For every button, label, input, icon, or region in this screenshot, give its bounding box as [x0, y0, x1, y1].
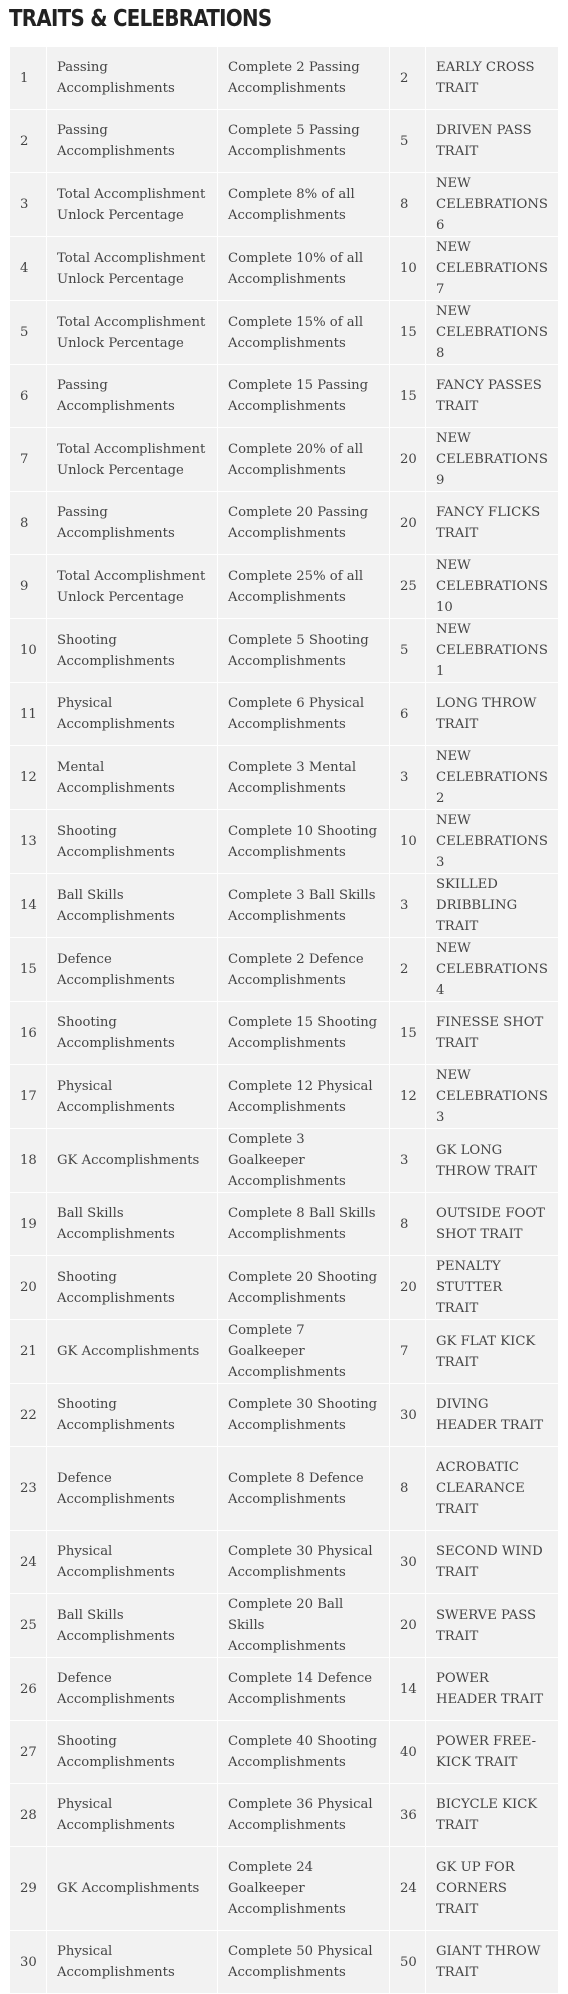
accomplishment-category: Total Accomplishment Unlock Percentage: [47, 428, 217, 491]
table-row: [10, 810, 558, 873]
accomplishment-task: Complete 24 Goalkeeper Accomplishments: [218, 1847, 389, 1930]
reward-name: NEW CELEBRATIONS 6: [426, 173, 558, 236]
required-count: 40: [390, 1721, 425, 1783]
accomplishment-category: Total Accomplishment Unlock Percentage: [47, 237, 217, 300]
row-number: 25: [10, 1594, 46, 1657]
reward-name: SKILLED DRIBBLING TRAIT: [426, 874, 558, 937]
required-count: 30: [390, 1384, 425, 1446]
table-row: [10, 301, 558, 364]
accomplishment-category: GK Accomplishments: [47, 1847, 217, 1930]
accomplishment-category: Shooting Accomplishments: [47, 619, 217, 682]
required-count: 5: [390, 619, 425, 682]
accomplishment-task: Complete 36 Physical Accomplishments: [218, 1784, 389, 1846]
accomplishment-task: Complete 20 Ball Skills Accomplishments: [218, 1594, 389, 1657]
required-count: 30: [390, 1531, 425, 1593]
reward-name: NEW CELEBRATIONS 2: [426, 746, 558, 809]
accomplishment-task: Complete 10 Shooting Accomplishments: [218, 810, 389, 873]
required-count: 20: [390, 428, 425, 491]
table-row: [10, 1594, 558, 1657]
accomplishment-task: Complete 25% of all Accomplishments: [218, 555, 389, 618]
table-row: [10, 173, 558, 236]
row-number: 4: [10, 237, 46, 300]
accomplishment-task: Complete 2 Defence Accomplishments: [218, 938, 389, 1001]
table-row: [10, 1531, 558, 1593]
table-row: [10, 1002, 558, 1064]
required-count: 3: [390, 1129, 425, 1192]
row-number: 23: [10, 1447, 46, 1530]
required-count: 12: [390, 1065, 425, 1128]
row-number: 19: [10, 1193, 46, 1255]
reward-name: NEW CELEBRATIONS 3: [426, 1065, 558, 1128]
reward-name: SECOND WIND TRAIT: [426, 1531, 558, 1593]
row-number: 15: [10, 938, 46, 1001]
reward-name: EARLY CROSS TRAIT: [426, 47, 558, 109]
row-number: 8: [10, 492, 46, 554]
accomplishment-task: Complete 3 Ball Skills Accomplishments: [218, 874, 389, 937]
accomplishment-task: Complete 5 Passing Accomplishments: [218, 110, 389, 172]
accomplishment-category: Defence Accomplishments: [47, 1658, 217, 1720]
table-row: [10, 237, 558, 300]
table-row: [10, 1129, 558, 1192]
row-number: 7: [10, 428, 46, 491]
table-row: [10, 874, 558, 937]
required-count: 7: [390, 1320, 425, 1383]
row-number: 12: [10, 746, 46, 809]
row-number: 10: [10, 619, 46, 682]
table-row: [10, 1931, 558, 1993]
required-count: 8: [390, 173, 425, 236]
reward-name: NEW CELEBRATIONS 4: [426, 938, 558, 1001]
traits-table: [9, 46, 559, 1994]
accomplishment-task: Complete 40 Shooting Accomplishments: [218, 1721, 389, 1783]
reward-name: ACROBATIC CLEARANCE TRAIT: [426, 1447, 558, 1530]
traits-table-body: [10, 47, 558, 1993]
reward-name: FINESSE SHOT TRAIT: [426, 1002, 558, 1064]
table-row: [10, 619, 558, 682]
accomplishment-category: Physical Accomplishments: [47, 1784, 217, 1846]
accomplishment-category: GK Accomplishments: [47, 1129, 217, 1192]
accomplishment-task: Complete 6 Physical Accomplishments: [218, 683, 389, 745]
reward-name: BICYCLE KICK TRAIT: [426, 1784, 558, 1846]
row-number: 16: [10, 1002, 46, 1064]
accomplishment-category: Physical Accomplishments: [47, 1531, 217, 1593]
accomplishment-task: Complete 20 Shooting Accomplishments: [218, 1256, 389, 1319]
table-row: [10, 1784, 558, 1846]
accomplishment-category: Shooting Accomplishments: [47, 1256, 217, 1319]
row-number: 5: [10, 301, 46, 364]
row-number: 26: [10, 1658, 46, 1720]
required-count: 15: [390, 301, 425, 364]
required-count: 3: [390, 746, 425, 809]
row-number: 2: [10, 110, 46, 172]
required-count: 3: [390, 874, 425, 937]
required-count: 24: [390, 1847, 425, 1930]
required-count: 10: [390, 810, 425, 873]
accomplishment-task: Complete 8 Ball Skills Accomplishments: [218, 1193, 389, 1255]
row-number: 30: [10, 1931, 46, 1993]
row-number: 27: [10, 1721, 46, 1783]
accomplishment-category: Ball Skills Accomplishments: [47, 874, 217, 937]
accomplishment-task: Complete 15% of all Accomplishments: [218, 301, 389, 364]
accomplishment-task: Complete 15 Passing Accomplishments: [218, 365, 389, 427]
table-row: [10, 1658, 558, 1720]
row-number: 22: [10, 1384, 46, 1446]
required-count: 20: [390, 1256, 425, 1319]
row-number: 17: [10, 1065, 46, 1128]
accomplishment-category: Defence Accomplishments: [47, 1447, 217, 1530]
row-number: 11: [10, 683, 46, 745]
required-count: 15: [390, 1002, 425, 1064]
accomplishment-category: Physical Accomplishments: [47, 683, 217, 745]
table-row: [10, 110, 558, 172]
table-row: [10, 683, 558, 745]
accomplishment-task: Complete 20 Passing Accomplishments: [218, 492, 389, 554]
reward-name: NEW CELEBRATIONS 9: [426, 428, 558, 491]
accomplishment-task: Complete 30 Physical Accomplishments: [218, 1531, 389, 1593]
accomplishment-task: Complete 30 Shooting Accomplishments: [218, 1384, 389, 1446]
required-count: 50: [390, 1931, 425, 1993]
required-count: 20: [390, 492, 425, 554]
required-count: 15: [390, 365, 425, 427]
reward-name: NEW CELEBRATIONS 8: [426, 301, 558, 364]
table-row: [10, 1384, 558, 1446]
accomplishment-task: Complete 5 Shooting Accomplishments: [218, 619, 389, 682]
reward-name: GK UP FOR CORNERS TRAIT: [426, 1847, 558, 1930]
reward-name: GK FLAT KICK TRAIT: [426, 1320, 558, 1383]
row-number: 21: [10, 1320, 46, 1383]
row-number: 14: [10, 874, 46, 937]
reward-name: OUTSIDE FOOT SHOT TRAIT: [426, 1193, 558, 1255]
reward-name: FANCY PASSES TRAIT: [426, 365, 558, 427]
reward-name: LONG THROW TRAIT: [426, 683, 558, 745]
required-count: 5: [390, 110, 425, 172]
required-count: 6: [390, 683, 425, 745]
required-count: 8: [390, 1193, 425, 1255]
table-row: [10, 1320, 558, 1383]
accomplishment-task: Complete 3 Goalkeeper Accomplishments: [218, 1129, 389, 1192]
reward-name: DRIVEN PASS TRAIT: [426, 110, 558, 172]
row-number: 29: [10, 1847, 46, 1930]
accomplishment-task: Complete 15 Shooting Accomplishments: [218, 1002, 389, 1064]
reward-name: NEW CELEBRATIONS 10: [426, 555, 558, 618]
accomplishment-category: Ball Skills Accomplishments: [47, 1594, 217, 1657]
accomplishment-task: Complete 7 Goalkeeper Accomplishments: [218, 1320, 389, 1383]
required-count: 20: [390, 1594, 425, 1657]
accomplishment-task: Complete 8% of all Accomplishments: [218, 173, 389, 236]
row-number: 3: [10, 173, 46, 236]
table-row: [10, 428, 558, 491]
table-row: [10, 1193, 558, 1255]
table-row: [10, 938, 558, 1001]
accomplishment-category: Defence Accomplishments: [47, 938, 217, 1001]
accomplishment-task: Complete 20% of all Accomplishments: [218, 428, 389, 491]
row-number: 28: [10, 1784, 46, 1846]
required-count: 2: [390, 938, 425, 1001]
reward-name: GK LONG THROW TRAIT: [426, 1129, 558, 1192]
reward-name: SWERVE PASS TRAIT: [426, 1594, 558, 1657]
required-count: 8: [390, 1447, 425, 1530]
accomplishment-task: Complete 14 Defence Accomplishments: [218, 1658, 389, 1720]
reward-name: NEW CELEBRATIONS 3: [426, 810, 558, 873]
required-count: 25: [390, 555, 425, 618]
table-row: [10, 1065, 558, 1128]
row-number: 1: [10, 47, 46, 109]
accomplishment-category: Ball Skills Accomplishments: [47, 1193, 217, 1255]
accomplishment-category: Passing Accomplishments: [47, 365, 217, 427]
table-row: [10, 47, 558, 109]
table-row: [10, 1447, 558, 1530]
accomplishment-category: Total Accomplishment Unlock Percentage: [47, 555, 217, 618]
accomplishment-task: Complete 3 Mental Accomplishments: [218, 746, 389, 809]
accomplishment-category: Shooting Accomplishments: [47, 1002, 217, 1064]
table-row: [10, 1256, 558, 1319]
accomplishment-task: Complete 50 Physical Accomplishments: [218, 1931, 389, 1993]
accomplishment-task: Complete 8 Defence Accomplishments: [218, 1447, 389, 1530]
required-count: 2: [390, 47, 425, 109]
reward-name: POWER HEADER TRAIT: [426, 1658, 558, 1720]
table-row: [10, 1721, 558, 1783]
accomplishment-category: Physical Accomplishments: [47, 1931, 217, 1993]
reward-name: FANCY FLICKS TRAIT: [426, 492, 558, 554]
reward-name: PENALTY STUTTER TRAIT: [426, 1256, 558, 1319]
accomplishment-category: Passing Accomplishments: [47, 47, 217, 109]
row-number: 24: [10, 1531, 46, 1593]
accomplishment-category: GK Accomplishments: [47, 1320, 217, 1383]
accomplishment-category: Passing Accomplishments: [47, 492, 217, 554]
table-row: [10, 492, 558, 554]
required-count: 36: [390, 1784, 425, 1846]
required-count: 10: [390, 237, 425, 300]
row-number: 20: [10, 1256, 46, 1319]
table-row: [10, 555, 558, 618]
reward-name: NEW CELEBRATIONS 1: [426, 619, 558, 682]
accomplishment-category: Shooting Accomplishments: [47, 810, 217, 873]
row-number: 18: [10, 1129, 46, 1192]
table-row: [10, 746, 558, 809]
accomplishment-category: Passing Accomplishments: [47, 110, 217, 172]
table-row: [10, 365, 558, 427]
table-row: [10, 1847, 558, 1930]
row-number: 9: [10, 555, 46, 618]
accomplishment-task: Complete 2 Passing Accomplishments: [218, 47, 389, 109]
accomplishment-category: Total Accomplishment Unlock Percentage: [47, 301, 217, 364]
page-title: TRAITS & CELEBRATIONS: [9, 6, 272, 32]
row-number: 13: [10, 810, 46, 873]
accomplishment-task: Complete 12 Physical Accomplishments: [218, 1065, 389, 1128]
reward-name: GIANT THROW TRAIT: [426, 1931, 558, 1993]
accomplishment-category: Mental Accomplishments: [47, 746, 217, 809]
reward-name: POWER FREE-KICK TRAIT: [426, 1721, 558, 1783]
accomplishment-category: Shooting Accomplishments: [47, 1721, 217, 1783]
accomplishment-task: Complete 10% of all Accomplishments: [218, 237, 389, 300]
reward-name: DIVING HEADER TRAIT: [426, 1384, 558, 1446]
reward-name: NEW CELEBRATIONS 7: [426, 237, 558, 300]
required-count: 14: [390, 1658, 425, 1720]
row-number: 6: [10, 365, 46, 427]
accomplishment-category: Physical Accomplishments: [47, 1065, 217, 1128]
accomplishment-category: Total Accomplishment Unlock Percentage: [47, 173, 217, 236]
accomplishment-category: Shooting Accomplishments: [47, 1384, 217, 1446]
